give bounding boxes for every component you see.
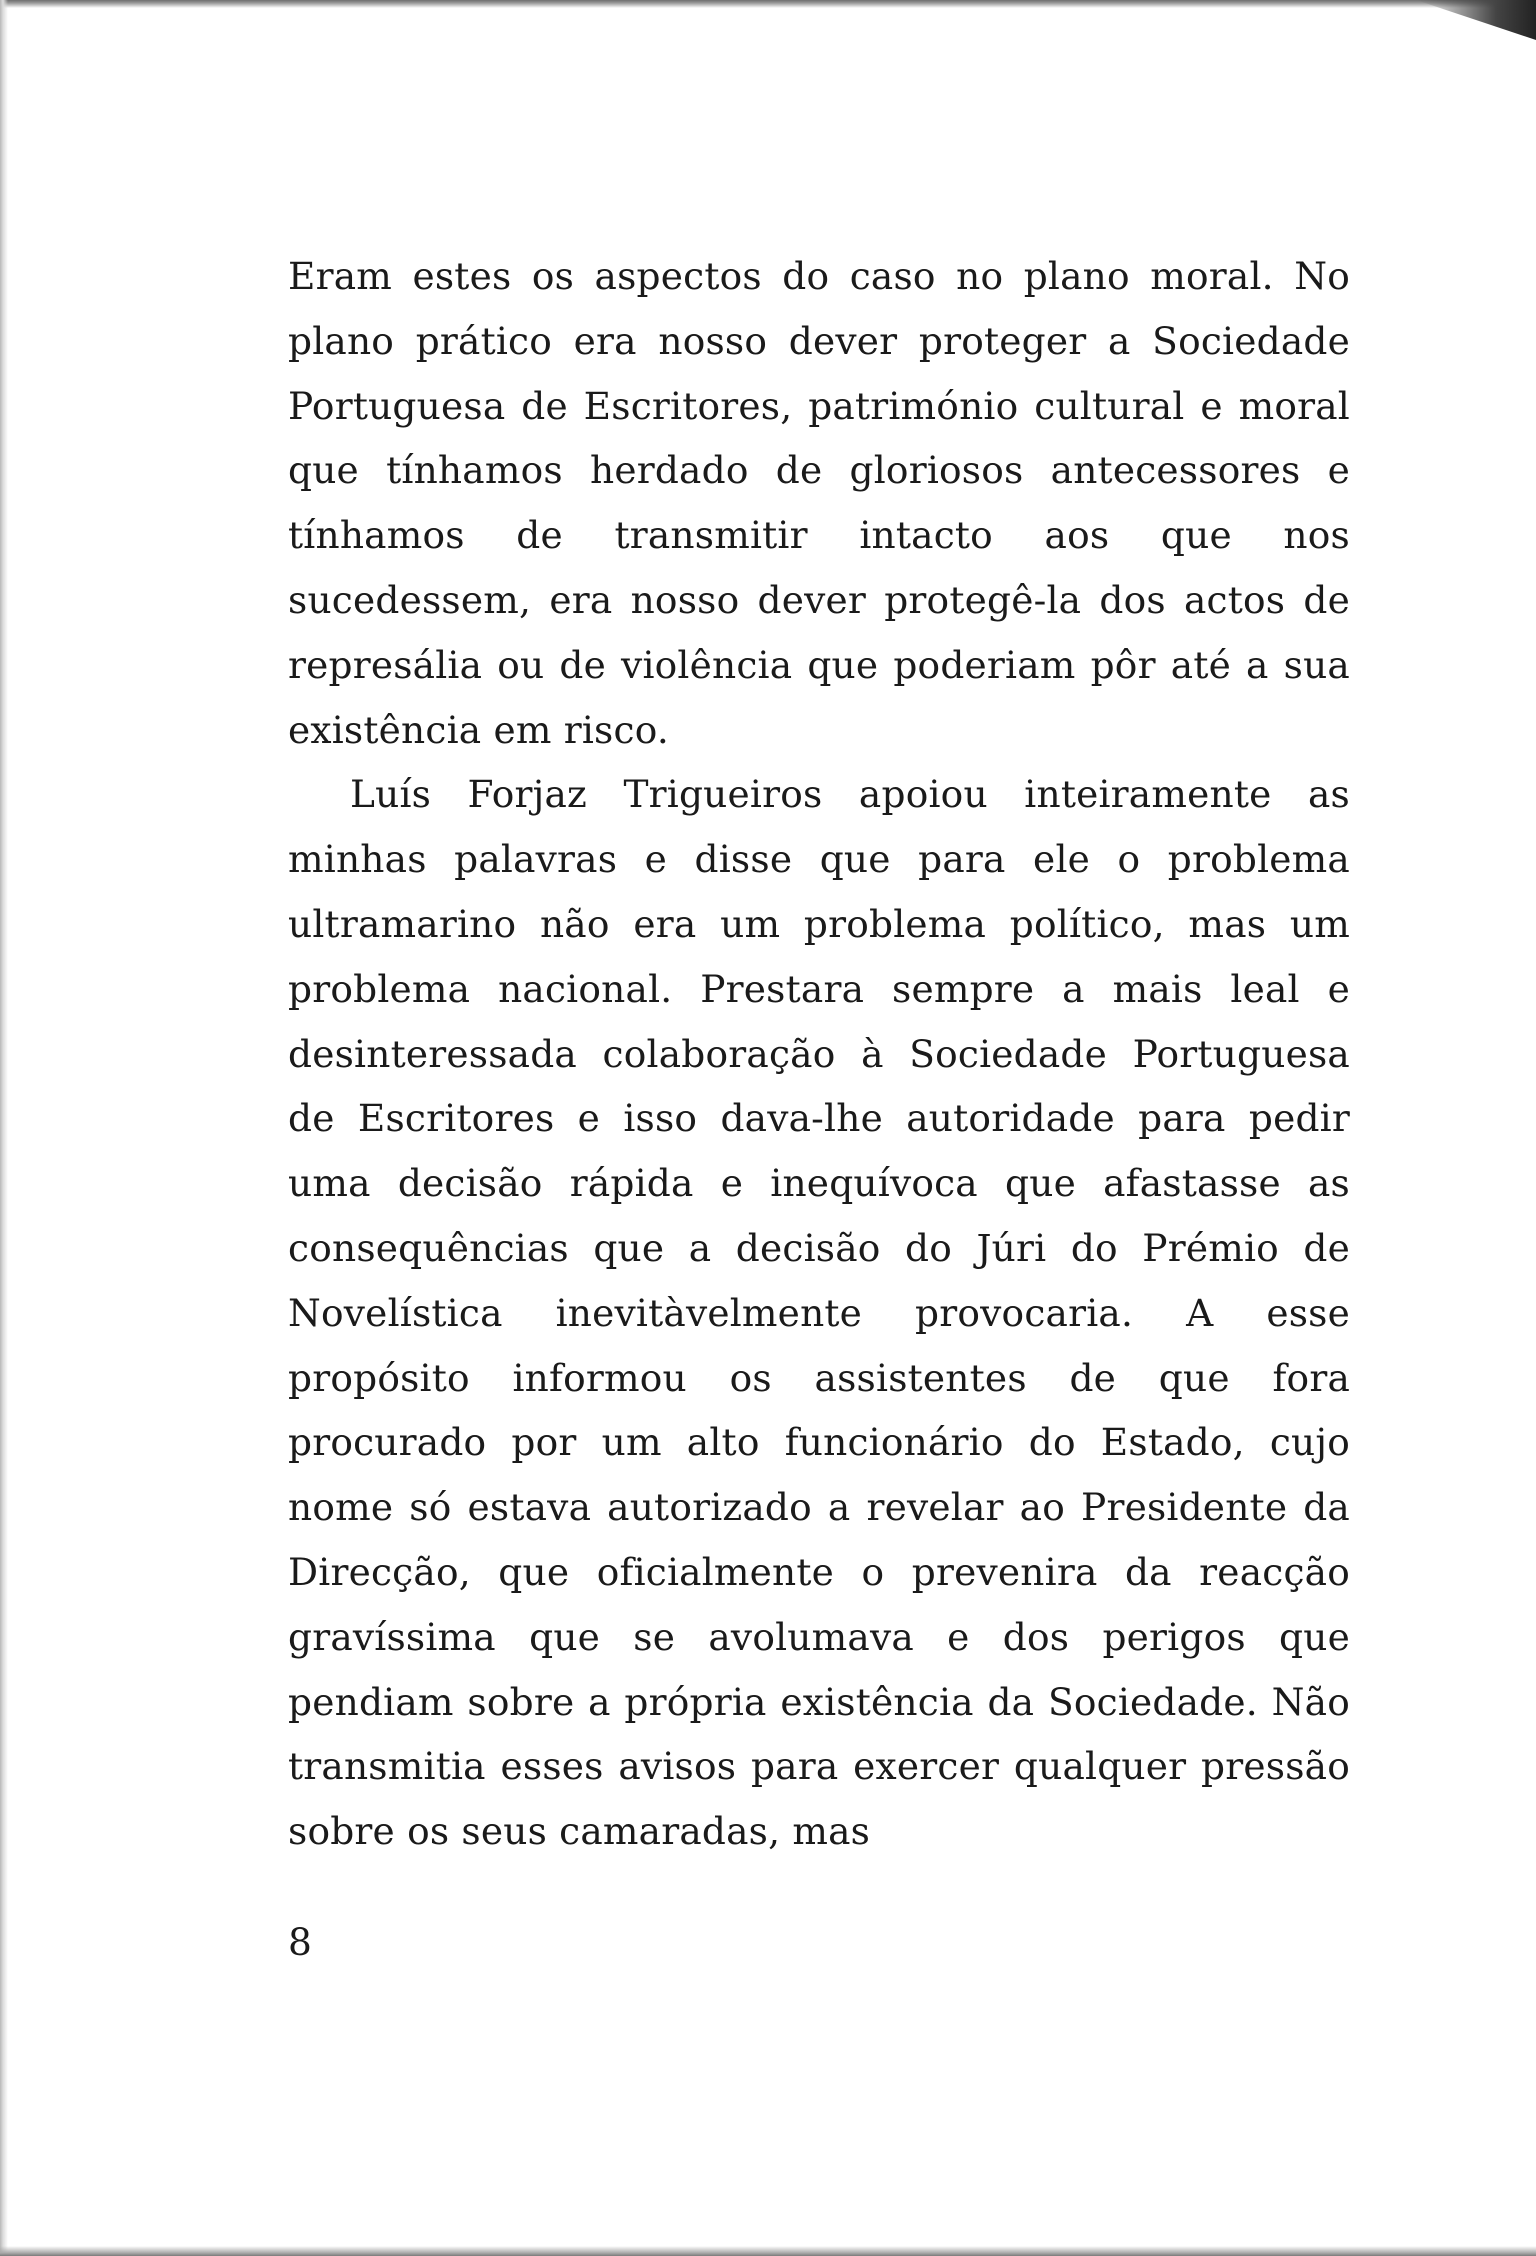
page-number: 8	[288, 1920, 312, 1964]
scan-edge-top-corner	[1416, 0, 1536, 40]
scan-edge-bottom	[0, 2246, 1536, 2256]
paragraph-trigueiros: Luís Forjaz Trigueiros apoiou inteiramente as minhas palavras e disse que para ele o problema ultramarino não era um problema político, mas um problema nacional. Prestara sempre a mais leal e desinteressada colaboração à Sociedade Portuguesa de Escritores e isso dava-lhe autoridade para pedir uma decisão rápida e inequívoca que afastasse as consequências que a decisão do Júri do Prémio de Novelística inevitàvelmente provocaria. A esse propósito informou os assistentes de que fora procurado por um alto funcionário do Estado, cujo nome só estava autorizado a revelar ao Presidente da Direcção, que oficialmente o prevenira da reacção gravíssima que se avolumava e dos perigos que pendiam sobre a própria existência da Sociedade. Não transmitia esses avisos para exercer qualquer pressão sobre os seus camaradas, mas	[288, 772, 1350, 1854]
paragraph-moral-aspects: Eram estes os aspectos do caso no plano moral. No plano prático era nosso dever proteger a Sociedade Portuguesa de Escritores, património cultural e moral que tínhamos herdado de gloriosos antecessores e tínhamos de transmitir intacto aos que nos sucedessem, era nosso dever protegê-la dos actos de represália ou de violência que poderiam pôr até a sua existência em risco.	[288, 254, 1350, 752]
scan-edge-top	[0, 0, 1536, 8]
scan-edge-left	[0, 0, 8, 2256]
page-body	[288, 244, 1350, 1864]
